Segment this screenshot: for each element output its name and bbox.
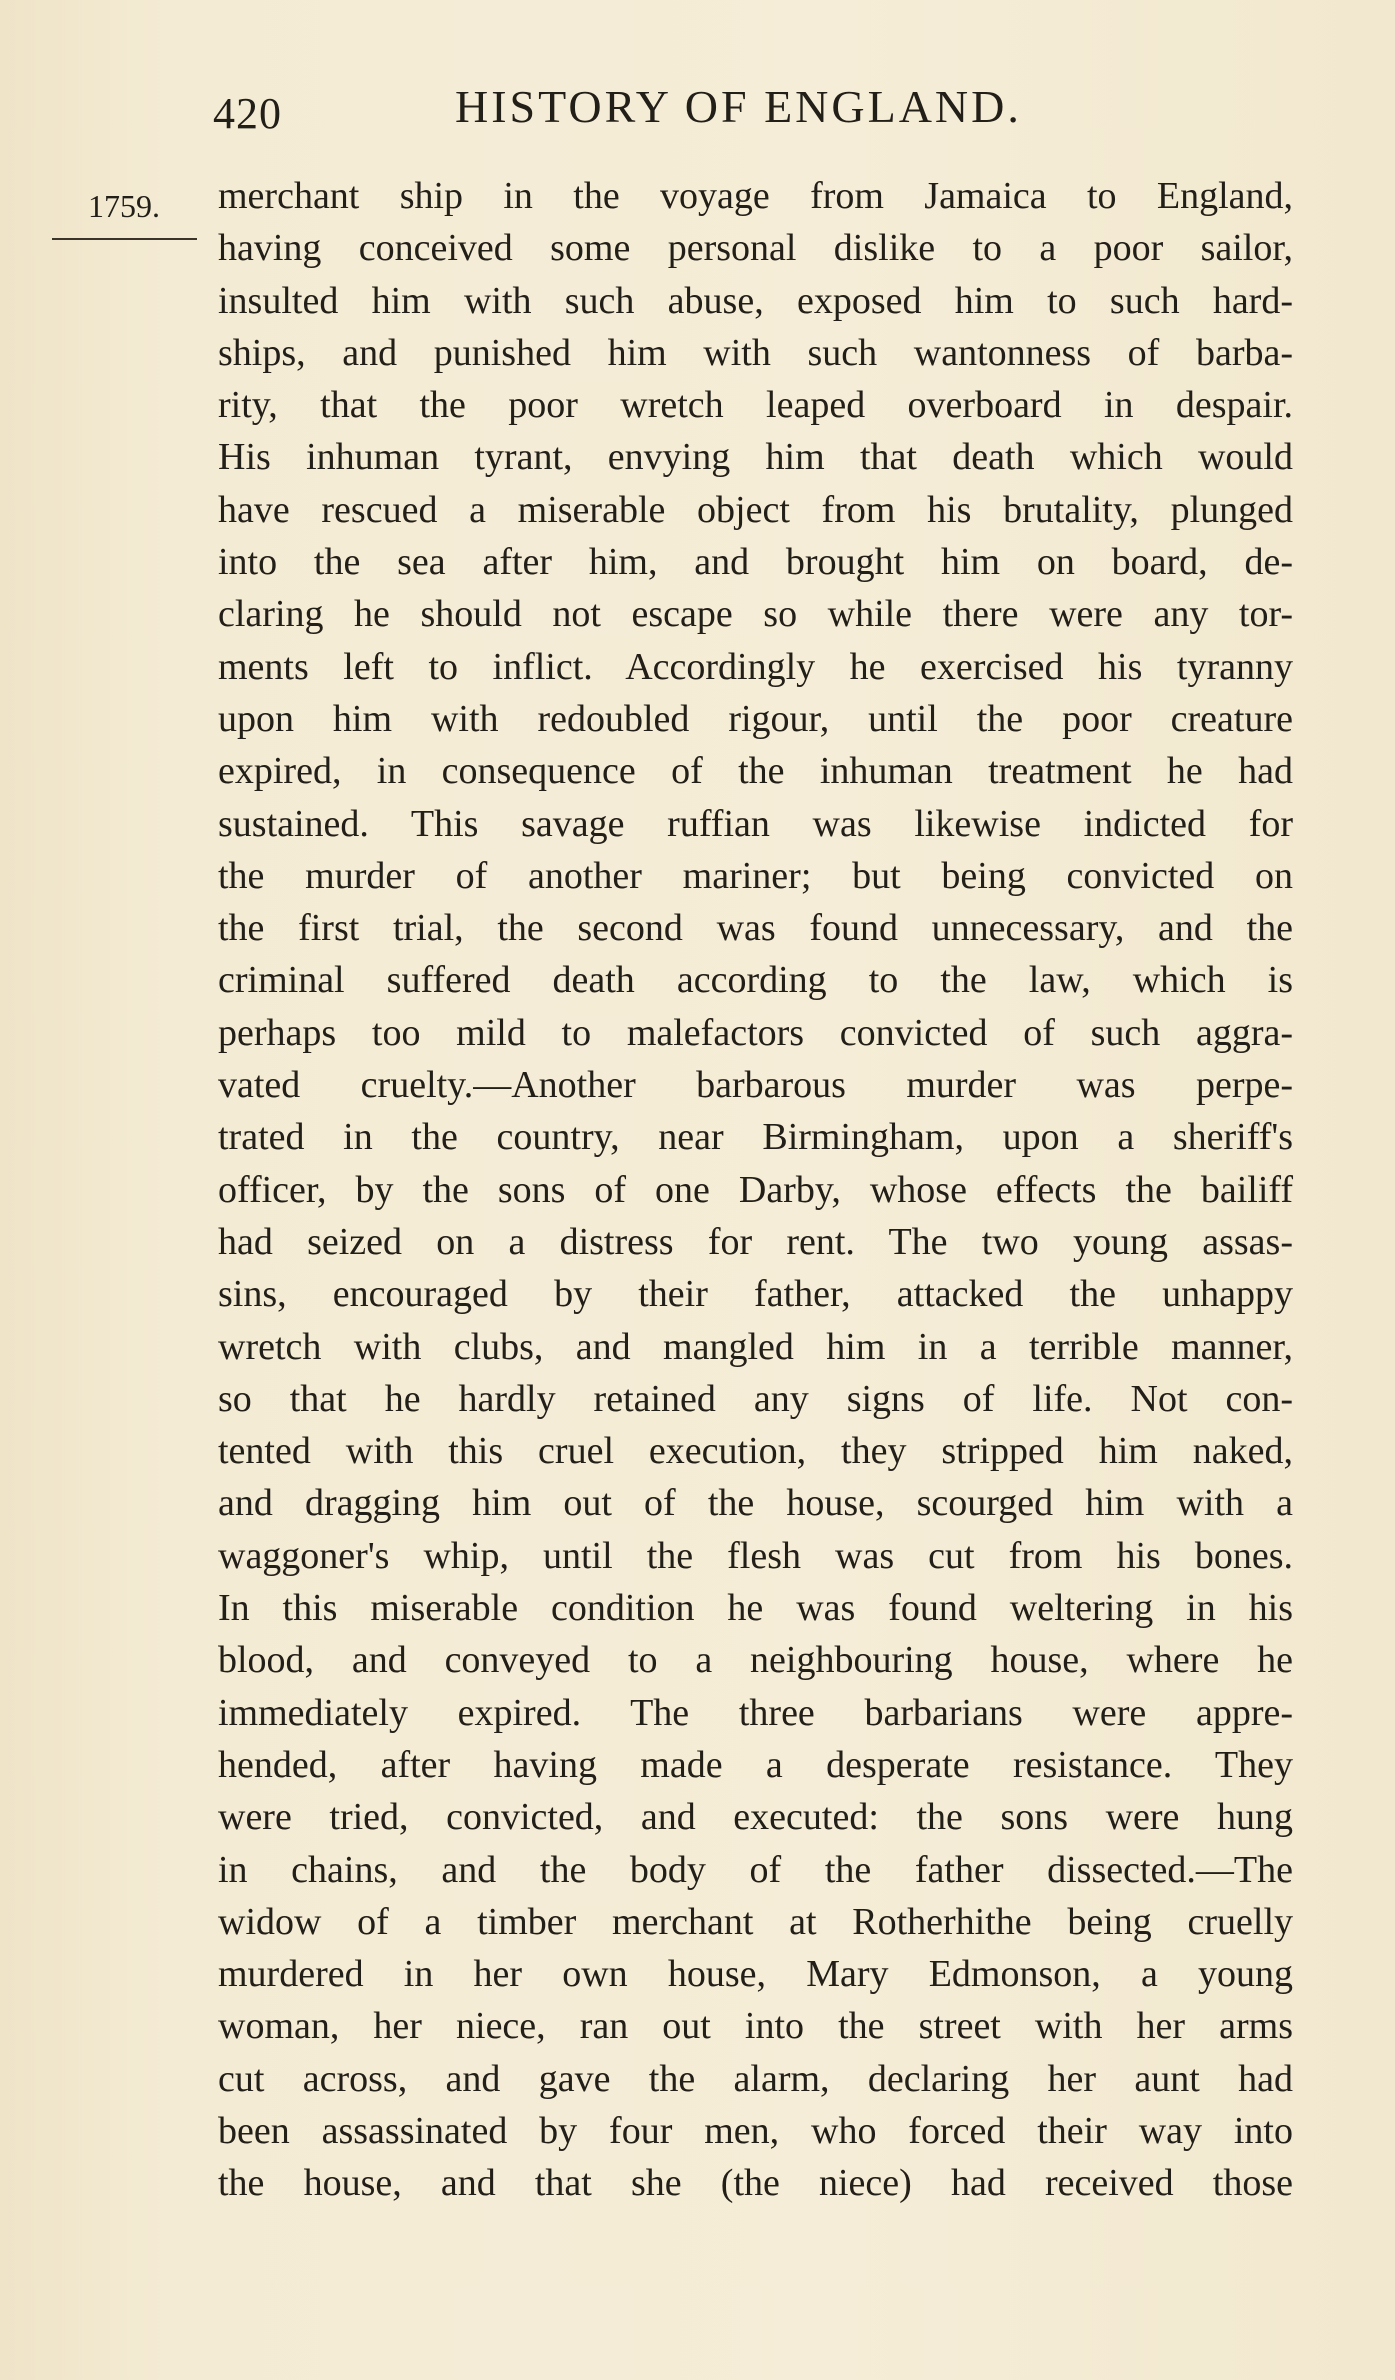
text-line: having conceived some personal dislike to a poor sailor, — [218, 227, 1293, 270]
text-line: waggoner's whip, until the flesh was cut from his bones. — [218, 1534, 1293, 1577]
text-line: the murder of another mariner; but being convicted on — [218, 854, 1293, 897]
text-line: woman, her niece, ran out into the street with her arms — [218, 2005, 1293, 2048]
text-line: upon him with redoubled rigour, until the poor creature — [218, 697, 1293, 740]
body-text — [218, 170, 1293, 2210]
text-line: claring he should not escape so while there were any tor- — [218, 593, 1293, 636]
text-line: wretch with clubs, and mangled him in a terrible manner, — [218, 1325, 1293, 1368]
text-line: have rescued a miserable object from his brutality, plunged — [218, 488, 1293, 531]
text-line: His inhuman tyrant, envying him that death which would — [218, 436, 1293, 479]
text-line: sins, encouraged by their father, attacked the unhappy — [218, 1273, 1293, 1316]
text-line: been assassinated by four men, who forced their way into — [218, 2109, 1293, 2152]
text-line: so that he hardly retained any signs of life. Not con- — [218, 1377, 1293, 1420]
text-line: criminal suffered death according to the law, which is — [218, 959, 1293, 1002]
text-line: in chains, and the body of the father dissected.—The — [218, 1848, 1293, 1891]
page-number: 420 — [213, 89, 282, 138]
text-line: had seized on a distress for rent. The two young assas- — [218, 1220, 1293, 1263]
text-line: tented with this cruel execution, they stripped him naked, — [218, 1430, 1293, 1473]
text-line: insulted him with such abuse, exposed him to such hard- — [218, 279, 1293, 322]
text-line: cut across, and gave the alarm, declaring her aunt had — [218, 2057, 1293, 2100]
margin-rule — [52, 238, 197, 240]
text-line: were tried, convicted, and executed: the sons were hung — [218, 1796, 1293, 1839]
text-line: ships, and punished him with such wantonness of barba- — [218, 331, 1293, 374]
text-line: merchant ship in the voyage from Jamaica to England, — [218, 175, 1293, 217]
text-line: sustained. This savage ruffian was likewise indicted for — [218, 802, 1293, 845]
text-line: perhaps too mild to malefactors convicted of such aggra- — [218, 1011, 1293, 1054]
text-line: blood, and conveyed to a neighbouring house, where he — [218, 1639, 1293, 1682]
text-line: vated cruelty.—Another barbarous murder was perpe- — [218, 1064, 1293, 1107]
text-line: rity, that the poor wretch leaped overboard in despair. — [218, 384, 1293, 427]
text-line: widow of a timber merchant at Rotherhithe being cruelly — [218, 1900, 1293, 1943]
text-line: officer, by the sons of one Darby, whose effects the bailiff — [218, 1168, 1293, 1211]
text-line: murdered in her own house, Mary Edmonson, a young — [218, 1953, 1293, 1996]
text-line: and dragging him out of the house, scourged him with a — [218, 1482, 1293, 1525]
text-line: expired, in consequence of the inhuman treatment he had — [218, 750, 1293, 793]
text-line: In this miserable condition he was found weltering in his — [218, 1587, 1293, 1630]
text-line: trated in the country, near Birmingham, upon a sheriff's — [218, 1116, 1293, 1159]
text-line: hended, after having made a desperate resistance. They — [218, 1743, 1293, 1786]
text-line: immediately expired. The three barbarians were appre- — [218, 1691, 1293, 1734]
margin-year-note: 1759. — [88, 188, 160, 224]
text-line: the first trial, the second was found unnecessary, and the — [218, 907, 1293, 950]
text-line: the house, and that she (the niece) had received those — [218, 2162, 1293, 2205]
text-line: into the sea after him, and brought him on board, de- — [218, 541, 1293, 584]
running-title: HISTORY OF ENGLAND. — [455, 81, 1022, 132]
text-line: ments left to inflict. Accordingly he exercised his tyranny — [218, 645, 1293, 688]
